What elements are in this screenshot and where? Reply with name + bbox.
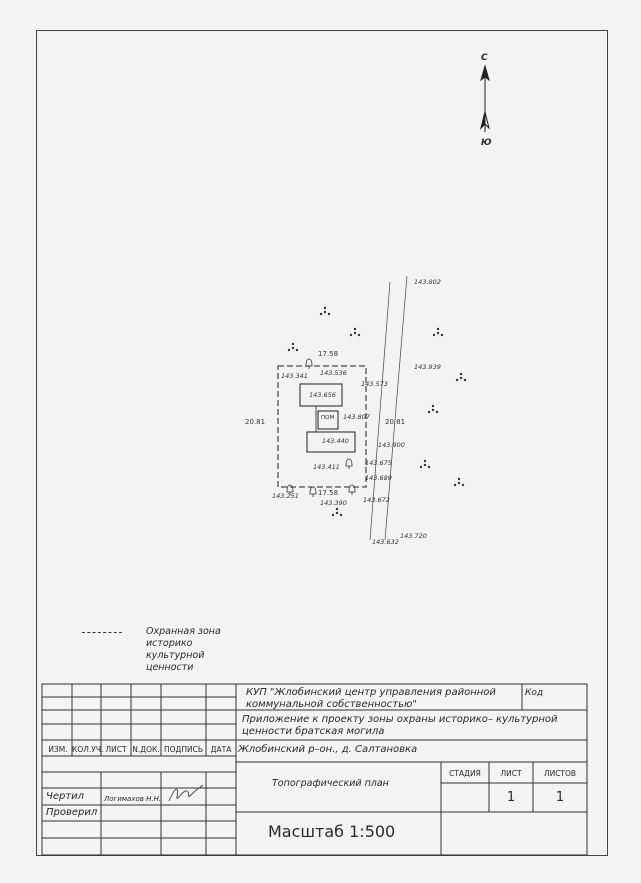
checked-label: Проверил	[46, 807, 98, 818]
dimension-left: 20.81	[245, 418, 266, 426]
scale: Масштаб 1:500	[268, 822, 396, 841]
dimension-right: 20.81	[385, 418, 406, 426]
elevation-label: 143.802	[414, 278, 441, 286]
elevation-label: 143.536	[320, 369, 347, 377]
signature	[165, 783, 205, 807]
col-ndok: N.ДОК.	[132, 745, 160, 754]
elevation-label: 143.573	[361, 380, 388, 388]
elevation-label: 143.632	[372, 538, 399, 546]
sheets-label: ЛИСТОВ	[543, 769, 577, 778]
elevation-label: 143.390	[320, 499, 347, 507]
north-label: С	[481, 53, 488, 63]
elevation-label: 143.720	[400, 532, 427, 540]
dimension-top: 17.58	[318, 350, 339, 358]
dimension-bottom: 17.58	[318, 489, 339, 497]
elevation-label: 143.251	[272, 492, 299, 500]
elevation-label: 143.440	[322, 437, 349, 445]
elevation-label: 143.807	[343, 413, 370, 421]
elevation-label: 143.341	[281, 372, 308, 380]
elevation-label: 143.675	[365, 459, 392, 467]
col-kol-uch: КОЛ.УЧ.	[72, 745, 104, 754]
col-data: ДАТА	[210, 745, 232, 754]
sheet-title: Топографический план	[272, 778, 389, 789]
elevation-label: 143.656	[309, 391, 336, 399]
south-label: Ю	[481, 138, 492, 148]
project-title: Приложение к проекту зоны охраны историко– культурной ценности братская могила	[242, 714, 558, 737]
elevation-label: 143.672	[363, 496, 390, 504]
elevation-label: 143.900	[378, 441, 405, 449]
drawn-name: Логимахов Н.Н.	[104, 795, 162, 803]
legend-text: Охранная зона историко культурной ценности	[146, 626, 221, 673]
code-label: Код	[525, 688, 544, 698]
location: Жлобинский р–он., д. Салтановка	[238, 744, 418, 755]
building-label: ПОМ	[321, 415, 335, 421]
drawn-label: Чертил	[46, 791, 85, 802]
elevation-label: 143.689	[365, 474, 392, 482]
stage-label: СТАДИЯ	[449, 769, 481, 778]
elevation-label: 143.939	[414, 363, 441, 371]
sheet-label: ЛИСТ	[500, 769, 522, 778]
org-name: КУП "Жлобинский центр управления районной коммунальной собственностью"	[246, 687, 496, 710]
col-podpis: ПОДПИСЬ	[163, 745, 204, 754]
elevation-label: 143.411	[313, 463, 340, 471]
sheets-total: 1	[555, 790, 565, 805]
col-izm: ИЗМ.	[48, 745, 68, 754]
col-list: ЛИСТ	[105, 745, 127, 754]
sheet-number: 1	[506, 790, 516, 805]
